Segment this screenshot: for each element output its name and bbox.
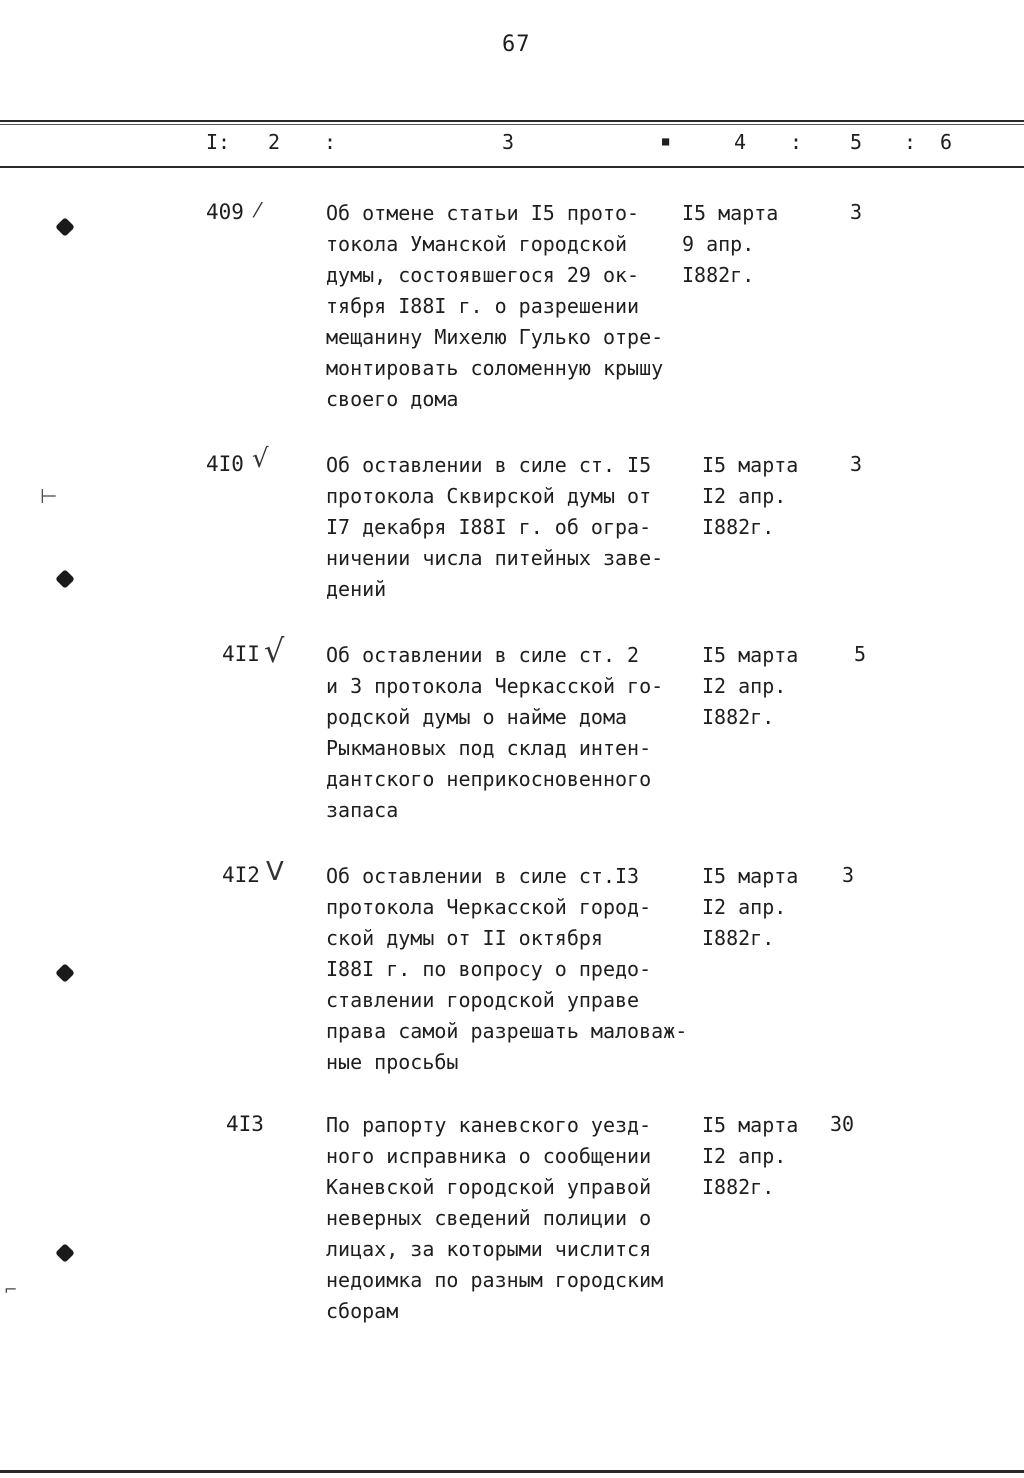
- entry-description: Об оставлении в силе ст. I5 протокола Сквирской думы от I7 декабря I88I г. об огра- ничении числа питейных заве- дений: [326, 453, 664, 601]
- margin-dash-icon: ⌐: [4, 1280, 18, 1299]
- entry-sheet-count: 3: [850, 200, 863, 224]
- header-bottom-rule: [0, 166, 1024, 168]
- column-header-1: I:: [206, 130, 231, 154]
- checkmark-icon: ⁄: [256, 198, 260, 222]
- column-header-4: 4: [734, 130, 747, 154]
- entry-number: 4I2: [222, 863, 260, 887]
- checkmark-icon: √: [252, 444, 269, 474]
- entry-dates: I5 марта 9 апр. I882г.: [682, 201, 779, 287]
- entry-sheet-count: 3: [850, 452, 863, 476]
- ink-mark-icon: ■: [662, 134, 670, 148]
- column-header-6: 6: [940, 130, 953, 154]
- entry-description: По рапорту каневского уезд- ного исправника о сообщении Каневской городской управой неверных сведений полиции о лицах, за которыми числится недоимка по разным городским сборам: [326, 1113, 664, 1323]
- checkmark-icon: √: [264, 632, 285, 670]
- entry-dates: I5 марта I2 апр. I882г.: [702, 1113, 799, 1199]
- entry-number: 4II: [222, 642, 260, 666]
- punch-hole-icon: [55, 963, 75, 983]
- column-separator: :: [790, 130, 803, 154]
- column-separator: :: [904, 130, 917, 154]
- entry-number: 409: [206, 200, 244, 224]
- entry-description: Об оставлении в силе ст. 2 и 3 протокола Черкасской го- родской думы о найме дома Рыкмановых под склад интен- дантского неприкосновенного запаса: [326, 643, 664, 822]
- column-separator: :: [324, 130, 337, 154]
- column-header-2: 2: [268, 130, 281, 154]
- entry-sheet-count: 30: [830, 1112, 855, 1136]
- header-top-rule: [0, 120, 1024, 122]
- punch-hole-icon: [55, 1243, 75, 1263]
- entry-sheet-count: 5: [854, 642, 867, 666]
- entry-number: 4I3: [226, 1112, 264, 1136]
- entry-number: 4I0: [206, 452, 244, 476]
- punch-hole-icon: [55, 217, 75, 237]
- column-header-3: 3: [502, 130, 515, 154]
- punch-hole-icon: [55, 569, 75, 589]
- checkmark-icon: V: [266, 857, 284, 887]
- column-header-5: 5: [850, 130, 863, 154]
- entry-dates: I5 марта I2 апр. I882г.: [702, 864, 799, 950]
- entry-dates: I5 марта I2 апр. I882г.: [702, 453, 799, 539]
- page-bottom-rule: [0, 1470, 1024, 1473]
- entry-description: Об отмене статьи I5 прото- токола Уманской городской думы, состоявшегося 29 ок- тября I88I г. о разрешении мещанину Михелю Гулько отре- монтировать соломенную крышу своего дома: [326, 201, 664, 411]
- entry-description: Об оставлении в силе ст.I3 протокола Черкасской город- ской думы от II октября I88I г. по вопросу о предо- ставлении городской управе права самой разрешать маловаж- ные просьбы: [326, 864, 688, 1074]
- margin-tick-icon: ⊢: [40, 484, 58, 508]
- entry-dates: I5 марта I2 апр. I882г.: [702, 643, 799, 729]
- entry-sheet-count: 3: [842, 863, 855, 887]
- header-top-rule-thin: [0, 124, 1024, 125]
- page-number: 67: [502, 32, 531, 57]
